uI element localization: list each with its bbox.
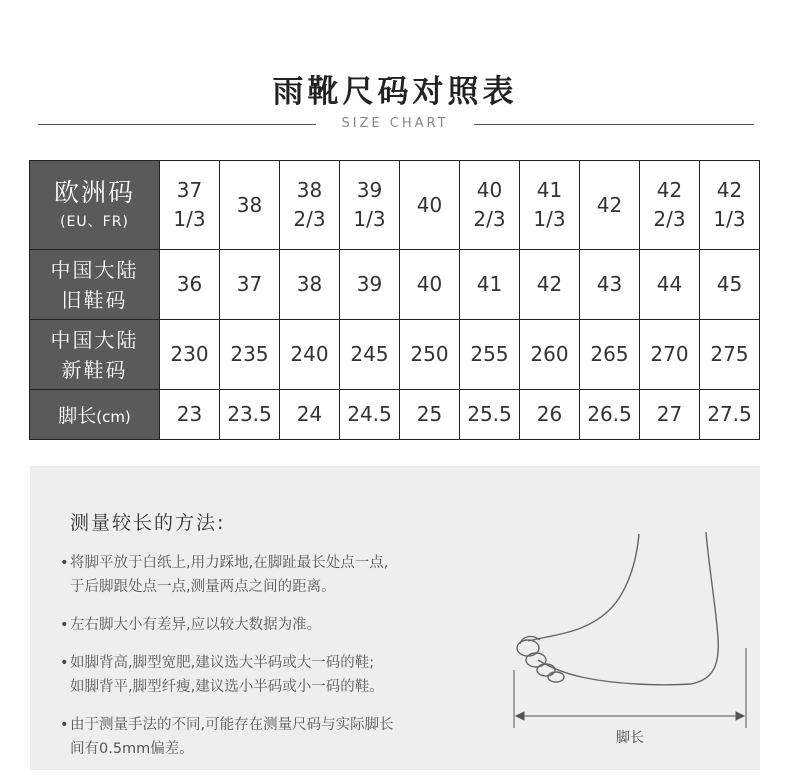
row-header-cn-old (30, 250, 160, 320)
tips-list (60, 551, 490, 775)
row-header-cn-old-line2: 旧鞋码 (61, 287, 128, 312)
table-cell: 245 (340, 320, 400, 390)
row-header-cn-new (30, 320, 160, 390)
table-cell: 23 (160, 390, 220, 440)
table-cell: 40 (400, 250, 460, 320)
row-header-foot-unit: (cm) (96, 408, 131, 426)
table-row-cn-old (30, 250, 760, 320)
row-header-eu-sub: (EU、FR) (60, 214, 129, 230)
list-item: • 将脚平放于白纸上,用力踩地,在脚趾最长处点一点, 于后脚跟处点一点,测量两点之间的距离。 (60, 551, 490, 599)
foot-outline-icon (517, 532, 718, 685)
list-item: • 左右脚大小有差异,应以较大数据为准。 (60, 613, 490, 637)
table-cell: 42 (520, 250, 580, 320)
row-header-foot-length (30, 390, 160, 440)
table-cell: 230 (160, 320, 220, 390)
list-item: • 如脚背高,脚型宽肥,建议选大半码或大一码的鞋; 如脚背平,脚型纤瘦,建议选小半码或小一码的鞋。 (60, 651, 490, 699)
divider-left (38, 124, 316, 125)
table-cell: 24.5 (340, 390, 400, 440)
bullet-icon: • (60, 617, 69, 633)
list-item: • 由于测量手法的不同,可能存在测量尺码与实际脚长 间有0.5mm偏差。 (60, 713, 490, 761)
bullet-icon: • (60, 717, 69, 733)
table-cell: 275 (700, 320, 760, 390)
table-cell: 36 (160, 250, 220, 320)
table-cell: 26 (520, 390, 580, 440)
row-header-cn-old-line1: 中国大陆 (50, 257, 139, 282)
bullet-icon: • (60, 555, 69, 571)
table-cell: 38 2/3 (280, 161, 340, 250)
table-cell: 41 1/3 (520, 161, 580, 250)
table-cell: 240 (280, 320, 340, 390)
table-cell: 40 2/3 (460, 161, 520, 250)
table-cell: 270 (640, 320, 700, 390)
table-cell: 44 (640, 250, 700, 320)
table-row-foot-length (30, 390, 760, 440)
table-cell: 39 1/3 (340, 161, 400, 250)
method-title: 测量较长的方法: (70, 512, 226, 534)
table-cell: 42 1/3 (700, 161, 760, 250)
table-cell: 27 (640, 390, 700, 440)
table-cell: 37 (220, 250, 280, 320)
bullet-icon: • (60, 655, 69, 671)
row-header-cn-new-line2: 新鞋码 (61, 357, 128, 382)
diagram-label: 脚长 (616, 730, 644, 746)
table-cell: 255 (460, 320, 520, 390)
table-cell: 37 1/3 (160, 161, 220, 250)
table-cell: 23.5 (220, 390, 280, 440)
table-cell: 25 (400, 390, 460, 440)
table-cell: 24 (280, 390, 340, 440)
subtitle-row (38, 114, 754, 134)
table-cell: 45 (700, 250, 760, 320)
divider-right (474, 124, 754, 125)
table-cell: 38 (280, 250, 340, 320)
row-header-eu (30, 161, 160, 250)
table-cell: 250 (400, 320, 460, 390)
table-cell: 38 (220, 161, 280, 250)
table-row-eu (30, 161, 760, 250)
table-cell: 27.5 (700, 390, 760, 440)
measure-line (514, 648, 746, 728)
table-cell: 39 (340, 250, 400, 320)
row-header-foot-main: 脚长 (58, 405, 97, 427)
table-cell: 42 (580, 161, 640, 250)
row-header-cn-new-line1: 中国大陆 (50, 327, 139, 352)
table-cell: 235 (220, 320, 280, 390)
row-header-eu-main: 欧洲码 (53, 178, 135, 207)
table-cell: 40 (400, 161, 460, 250)
foot-measurement-diagram (506, 528, 756, 746)
size-chart-table (29, 160, 760, 440)
page-title: 雨靴尺码对照表 (272, 74, 518, 110)
table-row-cn-new (30, 320, 760, 390)
table-cell: 25.5 (460, 390, 520, 440)
subtitle: SIZE CHART (341, 116, 449, 131)
measurement-panel (30, 466, 760, 770)
table-cell: 265 (580, 320, 640, 390)
table-cell: 26.5 (580, 390, 640, 440)
table-cell: 42 2/3 (640, 161, 700, 250)
table-cell: 43 (580, 250, 640, 320)
table-cell: 41 (460, 250, 520, 320)
table-cell: 260 (520, 320, 580, 390)
